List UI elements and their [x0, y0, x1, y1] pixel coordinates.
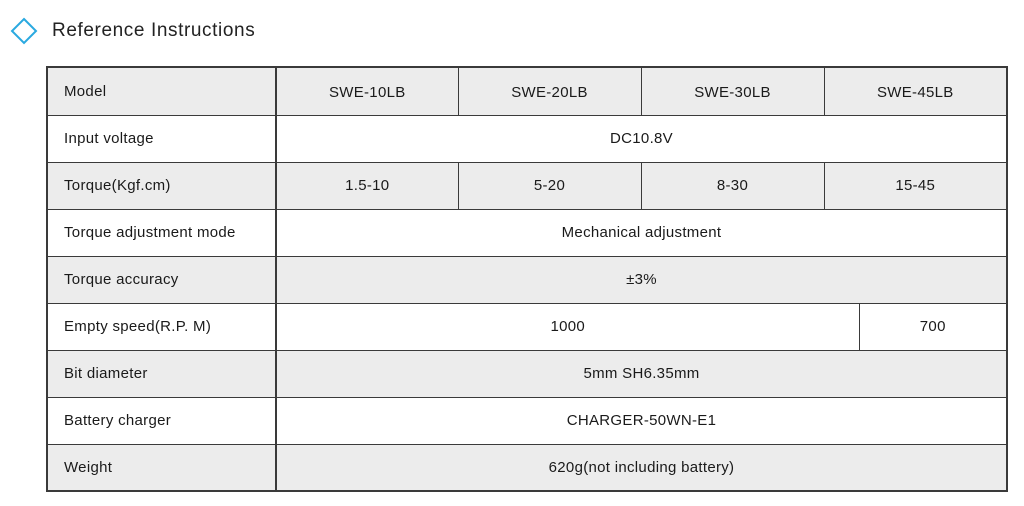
diamond-outline-icon: [10, 17, 38, 45]
torque-value-1: 1.5-10: [276, 162, 458, 209]
table-row-bit-diameter: [47, 350, 1007, 397]
section-heading: [10, 14, 255, 48]
model-value-1: SWE-10LB: [276, 67, 458, 115]
table-row-weight: [47, 444, 1007, 491]
weight-value: 620g(not including battery): [276, 444, 1007, 491]
model-value-2: SWE-20LB: [458, 67, 641, 115]
torque-accuracy-label: Torque accuracy: [47, 256, 276, 303]
battery-charger-label: Battery charger: [47, 397, 276, 444]
table-row-model: [47, 67, 1007, 115]
bit-diameter-label: Bit diameter: [47, 350, 276, 397]
table-row-torque-adjustment-mode: [47, 209, 1007, 256]
torque-accuracy-value: ±3%: [276, 256, 1007, 303]
input-voltage-value: DC10.8V: [276, 115, 1007, 162]
model-value-3: SWE-30LB: [641, 67, 824, 115]
spec-table: [46, 66, 1008, 492]
torque-value-3: 8-30: [641, 162, 824, 209]
battery-charger-value: CHARGER-50WN-E1: [276, 397, 1007, 444]
table-row-input-voltage: [47, 115, 1007, 162]
torque-value-2: 5-20: [458, 162, 641, 209]
input-voltage-label: Input voltage: [47, 115, 276, 162]
table-row-empty-speed: [47, 303, 1007, 350]
model-label: Model: [47, 67, 276, 115]
table-row-torque-accuracy: [47, 256, 1007, 303]
section-title: Reference Instructions: [52, 20, 256, 41]
weight-label: Weight: [47, 444, 276, 491]
bit-diameter-value: 5mm SH6.35mm: [276, 350, 1007, 397]
model-value-4: SWE-45LB: [824, 67, 1007, 115]
table-row-torque: [47, 162, 1007, 209]
torque-value-4: 15-45: [824, 162, 1007, 209]
empty-speed-value-2: 700: [859, 303, 1007, 350]
empty-speed-label: Empty speed(R.P. M): [47, 303, 276, 350]
torque-adjustment-mode-label: Torque adjustment mode: [47, 209, 276, 256]
empty-speed-value-1: 1000: [276, 303, 859, 350]
torque-label: Torque(Kgf.cm): [47, 162, 276, 209]
table-row-battery-charger: [47, 397, 1007, 444]
torque-adjustment-mode-value: Mechanical adjustment: [276, 209, 1007, 256]
